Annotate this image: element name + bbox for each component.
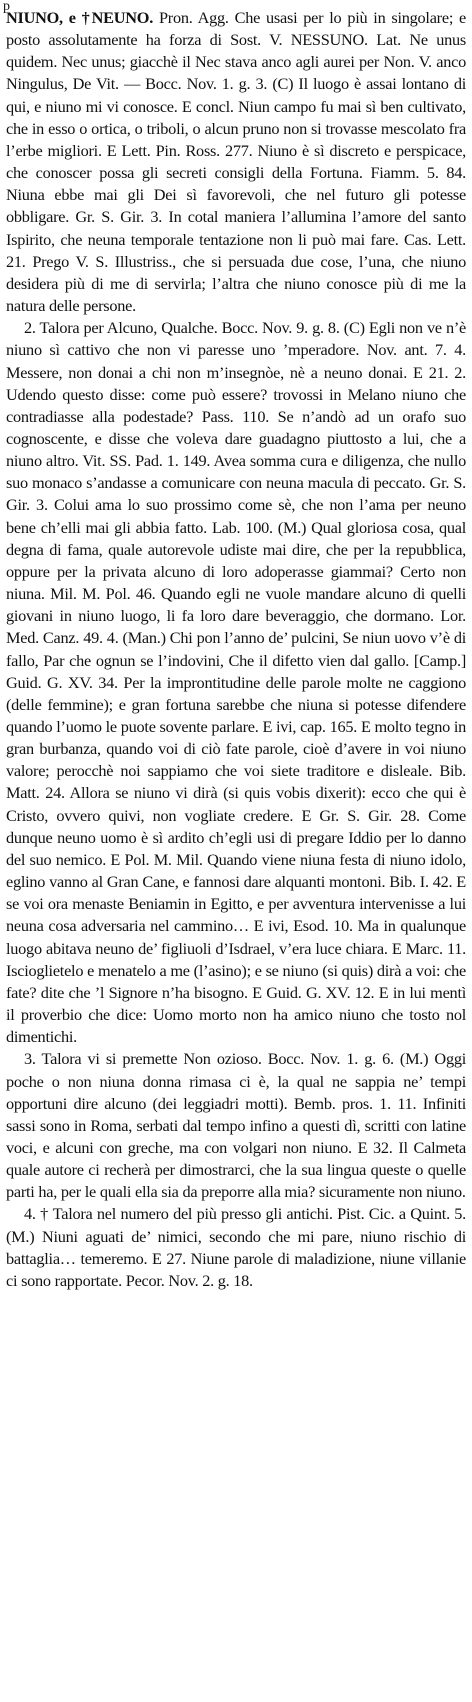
entry-paragraph-2: 2. Talora per Alcuno, Qualche. Bocc. Nov. 9. g. 8. (C) Egli non ve n’è niuno sì cattivo che non vi paresse uno ’mperadore. Nov. ant. 7. 4. Messere, non donai a chi non m’insegnòe, nè a neuno donai. E 21. 2. Udendo questo disse: come può essere? trovossi in Melano niuno che contradiasse alla podestade? Pass. 110. Se n’andò ad un orafo suo cognoscente, e disse che voleva dare guadagno piuttosto a lui, che a niuno altro. Vit. SS. Pad. 1. 149. Avea somma cura e diligenza, che nullo suo monaco s’andasse a comunicare con neuna macula di peccato. Gr. S. Gir. 3. Colui ama lo suo prossimo come sè, che non l’ama per neuno bene ch’elli mai gli abbia fatto. Lab. 100. (M.) Qual gloriosa cosa, qual degna di fama, quale autorevole udiste mai dire, che per la repubblica, oppure per la privata alcuno di loro adoperasse giammai? Certo non niuna. Mil. M. Pol. 46. Quando egli ne vuole mandare alcuno di quelli giovani in niuno luogo, li fa loro dare beveraggio, che dormano. Lor. Med. Canz. 49. 4. (Man.) Chi pon l’anno de’ pulcini, Se niun uovo v’è di fallo, Par che ognun se l’indovini, Che il difetto vien dal gallo. [Camp.] Guid. G. XV. 34. Per la improntitudine delle parole molte ne caggiono (delle femmine); e gran fortuna sarebbe che niuna si potesse difendere quando l’uomo le puote sovente parlare. E ivi, cap. 165. E molto tegno in gran burbanza, quando voi di ciò fate parole, cioè d’avere in voi niuno valore; perocchè noi sappiamo che voi siete traditore e disleale. Bib. Matt. 24. Allora se niuno vi dirà (si quis vobis dixerit): ecco che qui è Cristo, ovvero quivi, non vogliate credere. E Gr. S. Gir. 28. Come dunque neuno uomo è sì ardito ch’egli usi di pregare Iddio per lo danno del suo nemico. E Pol. M. Mil. Quando viene niuna festa di niuno idolo, eglino vanno al Gran Cane, e fannosi dare alquanti montoni. Bib. I. 42. E se voi ora menaste Beniamin in Egitto, e per avventura intervenisse a lui neuna cosa adversaria nel cammino… E ivi, Esod. 10. Ma in qualunque luogo abitava neuno de’ figliuoli d’Isdrael, v’era luce chiara. E Marc. 11. Iscioglietelo e menatelo a me (l’asino); e se niuno (si quis) dirà a voi: che fate? dite che ’l Signore n’ha bisogno. E Guid. G. XV. 12. E in lui mentì il proverbio che dice: Uomo morto non ha amico niuno che tosto nol dimentichi. [6,318,466,1047]
entry-paragraph-4: 4. † Talora nel numero del più presso gli antichi. Pist. Cic. a Quint. 5. (M.) Niuni aguati de’ nimici, secondo che mi pare, niuno rischio di battaglia… temeremo. E 27. Niune parole di maladizione, niune villanie ci sono rapportate. Pecor. Nov. 2. g. 18. [6,1204,466,1290]
entry-paragraph-3: 3. Talora vi si premette Non ozioso. Bocc. Nov. 1. g. 6. (M.) Oggi poche o non niuna donna rimasa ci è, la qual ne sappia ne’ tempi opportuni dire alcuno (dei leggiadri motti). Bemb. pros. 1. 11. Infiniti sassi sono in Roma, serbati dal tempo infino a questi dì, scritti con latine voci, e alcuni con greche, ma con volgari non niuno. E 32. Il Calmeta quale autore ci recherà per dimostrarci, che la sua lingua queste o quelle parti ha, per le quali ella sia da preporre alla mia? sicuramente non niuno. [6,1049,466,1202]
entry-headword: NIUNO, e †NEUNO. [6,8,154,27]
entry-paragraph-1 [6,7,466,317]
corner-mark: p [3,0,10,14]
entry-definition-text: Pron. Agg. Che usasi per lo più in singolare; e posto assolutamente ha forza di Sost. V. NESSUNO. Lat. Ne unus quidem. Nec unus; giacchè il Nec stava anco agli aurei per Non. V. anco Ningulus, De Vit. — Bocc. Nov. 1. g. 3. (C) Il luogo è assai lontano di qui, e niuno mi vi conosce. E concl. Niun campo fu mai sì ben cultivato, che in esso o ortica, o triboli, o alcun pruno non si trovasse mescolato fra l’erbe migliori. E Lett. Pin. Ross. 277. Niuno è sì discreto e perspicace, che conoscer possa gli secreti consigli della Fortuna. Fiamm. 5. 84. Niuna ebbe mai gli Dei sì favorevoli, che nel futuro gli potesse obbligare. Gr. S. Gir. 3. In cotal maniera l’allumina l’amore del santo Ispirito, che neuna temporale tentazione non li può mai fare. Cas. Lett. 21. Prego V. S. Illustriss., che si persuada due cose, l’una, che niuno desidera più di me di servirla; l’altra che niuno conosce più di me la natura delle persone. [6,8,467,316]
dictionary-entry-niuno [6,7,466,1292]
